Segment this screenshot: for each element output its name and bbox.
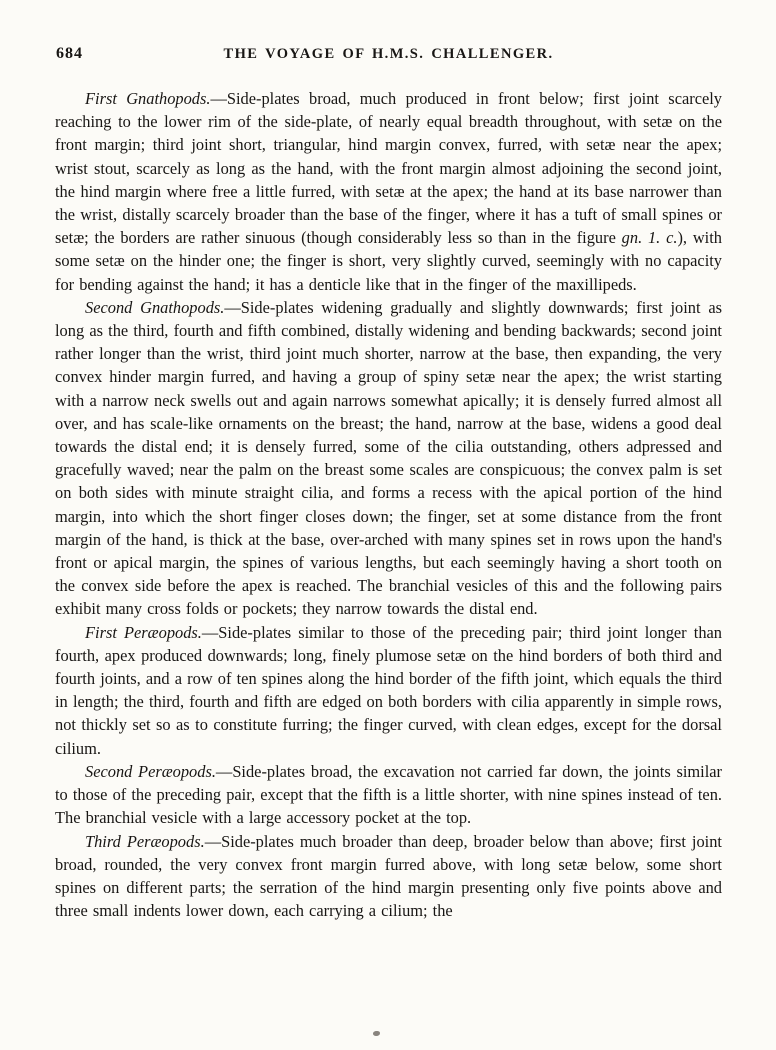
figure-reference: gn. 1. c. bbox=[621, 228, 678, 248]
text-block bbox=[55, 87, 722, 922]
paragraph-text: —Side-plates broad, much produced in front below; first joint scarcely reaching to the lower rim of the side-plate, of nearly equal breadth throughout, with setæ on the front margin; third joint short, triangular, hind margin convex, furred, with setæ near the apex; wrist stout, scarcely as long as the hand, with the front margin almost adjoining the second joint, the hind margin where free a little furred, with setæ at the apex; the hand at its base narrower than the wrist, distally scarcely broader than the base of the finger, where it has a tuft of small spines or setæ; the borders are rather sinuous (though considerably less so than in the figure bbox=[55, 89, 722, 248]
page-header bbox=[55, 44, 722, 66]
species-heading: Second Gnathopods. bbox=[85, 297, 225, 317]
paragraph-text: —Side-plates broad, the excavation not carried far down, the joints similar to those of the preceding pair, except that the fifth is a little shorter, with nine spines instead of ten. The branchial vesicle with a large accessory pocket at the top. bbox=[55, 761, 722, 828]
species-heading: First Peræopods. bbox=[85, 622, 202, 642]
paragraph-second-gnathopods bbox=[55, 296, 722, 621]
species-heading: First Gnathopods. bbox=[85, 89, 211, 108]
paragraph-text: —Side-plates widening gradually and slightly downwards; first joint as long as the third, fourth and fifth combined, distally widening and bending backwards; second joint rather longer than the wrist, third joint much shorter, narrow at the base, then expanding, the very convex hinder margin furred, and having a group of spiny setæ near the apex; the wrist starting with a narrow neck swells out and again narrows somewhat apically; it is densely furred almost all over, and has scale-like ornaments on the breast; the hand, narrow at the base, widens a good deal towards the distal end; it is densely furred, some of the cilia outstanding, others adpressed and gracefully waved; near the palm on the breast some scales are conspicuous; the convex palm is set on both sides with minute straight cilia, and forms a recess with the apical portion of the hind margin, into which the short finger closes down; the finger, set at some distance from the front margin of the hand, is thick at the base, over-arched with many spines set in rows upon the hand's front or apical margin, the spines of various lengths, but each seemingly having a short tooth on the convex side before the apex is reached. The branchial vesicles of this and the following pairs exhibit many cross folds or pockets; they narrow towards the distal end. bbox=[55, 297, 722, 619]
species-heading: Third Peræopods. bbox=[85, 831, 205, 851]
species-heading: Second Peræopods. bbox=[85, 761, 216, 781]
paragraph-text: —Side-plates much broader than deep, broader below than above; first joint broad, rounded, the very convex front margin furred above, with long setæ below, some short spines on different parts; the serration of the hind margin presenting only five points above and three small indents lower down, each carrying a cilium; the bbox=[55, 831, 722, 921]
scan-artifact bbox=[373, 1031, 380, 1036]
paragraph-third-peraeopods bbox=[55, 830, 722, 923]
paragraph-first-peraeopods bbox=[55, 621, 722, 760]
paragraph-second-peraeopods bbox=[55, 760, 722, 830]
page-number: 684 bbox=[56, 45, 83, 62]
paragraph-first-gnathopods bbox=[55, 87, 722, 296]
running-title: THE VOYAGE OF H.M.S. CHALLENGER. bbox=[223, 46, 554, 62]
paragraph-text: —Side-plates similar to those of the preceding pair; third joint longer than fourth, apex produced downwards; long, finely plumose setæ on the hind borders of both third and fourth joints, and a row of ten spines along the hind border of the fifth joint, which equals the third in length; the third, fourth and fifth are edged on both borders with cilia apparently in simple rows, not thickly set so as to constitute furring; the finger curved, with clean edges, except for the dorsal cilium. bbox=[55, 622, 722, 758]
paragraph-text: ), with some setæ on the hinder one; the finger is short, very slightly curved, seemingly with no capacity for bending against the hand; it has a denticle like that in the finger of the maxillipeds. bbox=[55, 228, 722, 294]
